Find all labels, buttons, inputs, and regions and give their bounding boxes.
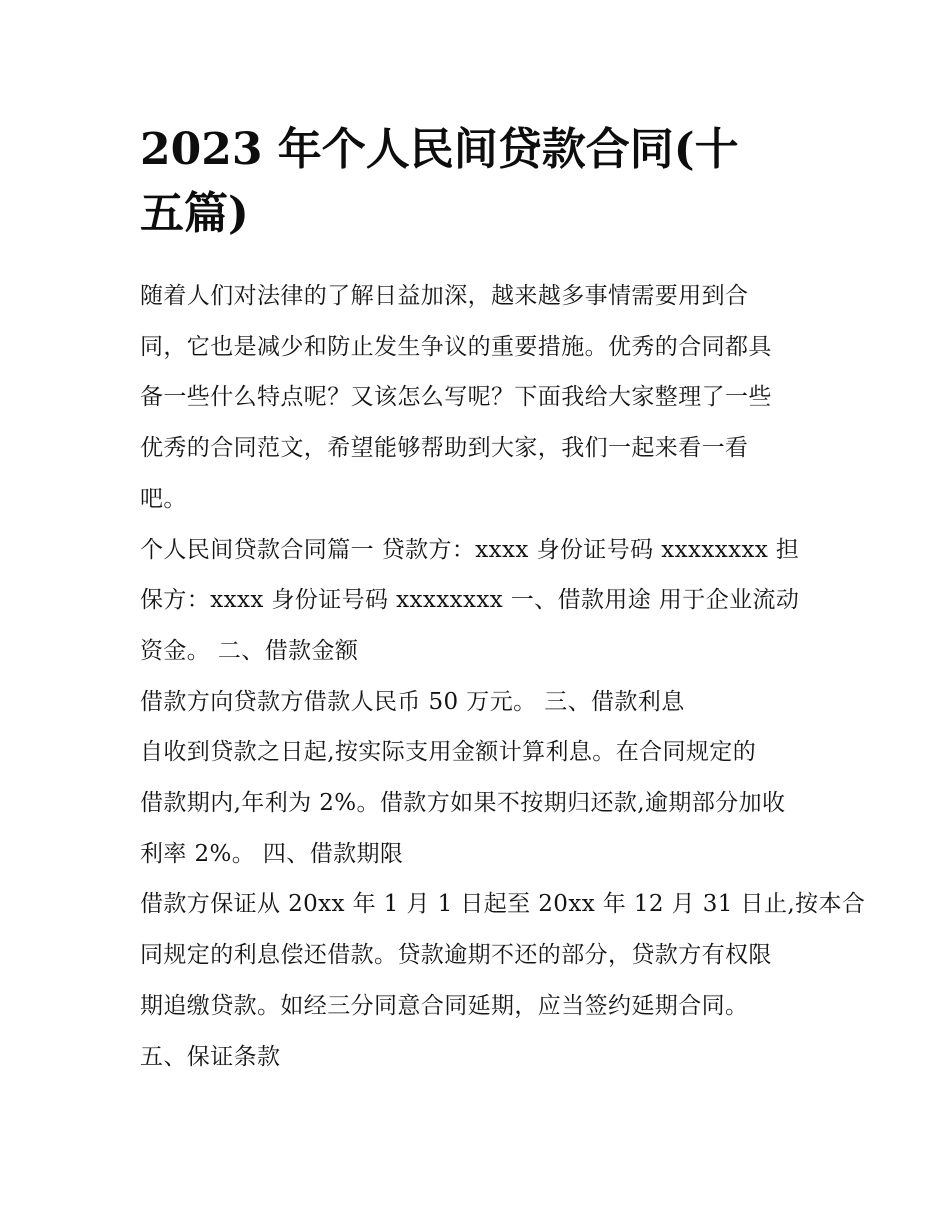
body-line: 资金。 二、借款金额 bbox=[140, 637, 359, 664]
body-line: 利率 2%。 四、借款期限 bbox=[140, 840, 404, 867]
body-line: 同，它也是减少和防止发生争议的重要措施。优秀的合同都具 bbox=[140, 333, 772, 360]
body-line: 吧。 bbox=[140, 485, 187, 512]
title-line-1: 2023 年个人民间贷款合同(十 bbox=[140, 124, 739, 175]
body-line: 借款方保证从 20xx 年 1 月 1 日起至 20xx 年 12 月 31 日止,按本合 bbox=[140, 891, 866, 918]
body-line: 优秀的合同范文，希望能够帮助到大家，我们一起来看一看 bbox=[140, 435, 749, 462]
body-line: 五、保证条款 bbox=[140, 1043, 281, 1070]
title-line-2: 五篇) bbox=[140, 188, 249, 239]
body-line: 备一些什么特点呢？又该怎么写呢？下面我给大家整理了一些 bbox=[140, 384, 772, 411]
body-line: 借款期内,年利为 2%。借款方如果不按期归还款,逾期部分加收 bbox=[140, 790, 786, 817]
document-page bbox=[140, 118, 866, 1082]
body-line: 同规定的利息偿还借款。贷款逾期不还的部分，贷款方有权限 bbox=[140, 942, 772, 969]
document-title bbox=[140, 118, 820, 246]
body-line: 借款方向贷款方借款人民币 50 万元。 三、借款利息 bbox=[140, 688, 685, 715]
body-line: 个人民间贷款合同篇一 贷款方：xxxx 身份证号码 xxxxxxxx 担 bbox=[140, 536, 800, 563]
body-line: 随着人们对法律的了解日益加深，越来越多事情需要用到合 bbox=[140, 283, 749, 309]
document-body bbox=[140, 271, 866, 1082]
body-line: 自收到贷款之日起,按实际支用金额计算利息。在合同规定的 bbox=[140, 739, 757, 766]
body-line: 期追缴贷款。如经三分同意合同延期，应当签约延期合同。 bbox=[140, 992, 749, 1019]
body-line: 保方：xxxx 身份证号码 xxxxxxxx 一、借款用途 用于企业流动 bbox=[140, 587, 800, 614]
